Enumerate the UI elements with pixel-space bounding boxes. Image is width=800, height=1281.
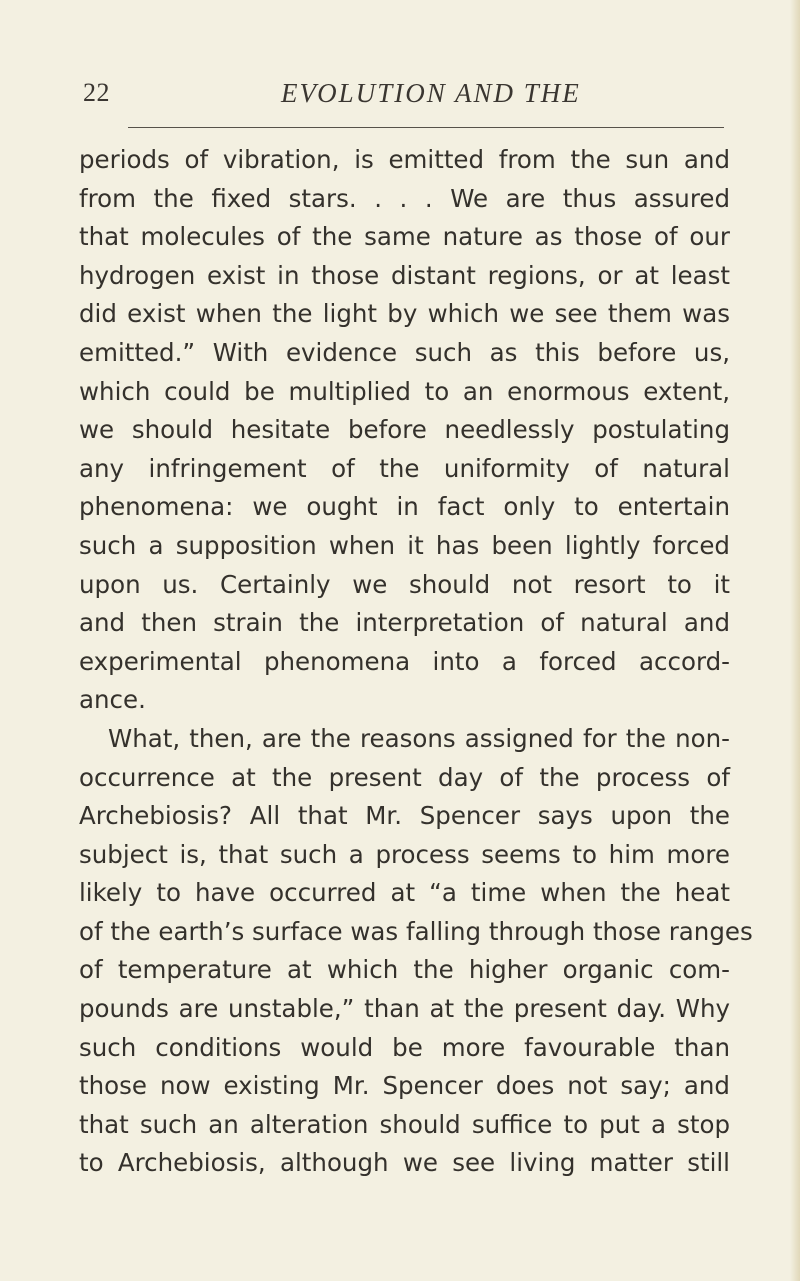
- text-line: occurrence at the present day of the process of: [79, 762, 730, 792]
- page-edge-shadow: [790, 0, 800, 1281]
- text-line: periods of vibration, is emitted from the sun and: [79, 145, 730, 174]
- text-line: we should hesitate before needlessly postulating: [79, 415, 730, 445]
- text-line: did exist when the light by which we see them was: [79, 299, 730, 329]
- text-line: to Archebiosis, although we see living matter still: [79, 1148, 730, 1178]
- text-line: subject is, that such a process seems to him more: [79, 839, 730, 869]
- page-header: [83, 78, 723, 108]
- header-rule: [128, 127, 724, 128]
- text-line: ance.: [79, 685, 146, 715]
- text-line: upon us. Certainly we should not resort to it: [79, 569, 730, 599]
- text-line: any infringement of the uniformity of natural: [79, 453, 730, 483]
- text-line: of temperature at which the higher organic com-: [79, 955, 730, 985]
- text-line: from the fixed stars. . . . We are thus assured: [79, 183, 730, 213]
- text-line: of the earth’s surface was falling through those ranges: [79, 916, 753, 946]
- running-title: EVOLUTION AND THE: [281, 78, 581, 108]
- text-line: that molecules of the same nature as those of our: [79, 222, 730, 252]
- text-line: emitted.” With evidence such as this before us,: [79, 337, 730, 367]
- text-line: phenomena: we ought in fact only to entertain: [79, 492, 730, 522]
- text-line: and then strain the interpretation of natural and: [79, 608, 730, 638]
- text-line: hydrogen exist in those distant regions, or at least: [79, 260, 730, 290]
- text-line: What, then, are the reasons assigned for the non-: [108, 723, 730, 753]
- text-line: such a supposition when it has been lightly forced: [79, 530, 730, 560]
- text-line: that such an alteration should suffice to put a stop: [79, 1109, 730, 1139]
- text-line: Archebiosis? All that Mr. Spencer says upon the: [79, 801, 730, 831]
- text-line: those now existing Mr. Spencer does not say; and: [79, 1071, 730, 1101]
- body-text: [79, 141, 753, 1183]
- text-line: which could be multiplied to an enormous extent,: [79, 376, 730, 406]
- text-line: experimental phenomena into a forced accord-: [79, 646, 730, 676]
- text-line: such conditions would be more favourable than: [79, 1032, 730, 1062]
- page-number: 22: [83, 78, 110, 107]
- text-line: pounds are unstable,” than at the present day. Why: [79, 994, 730, 1024]
- text-line: likely to have occurred at “a time when the heat: [79, 878, 730, 908]
